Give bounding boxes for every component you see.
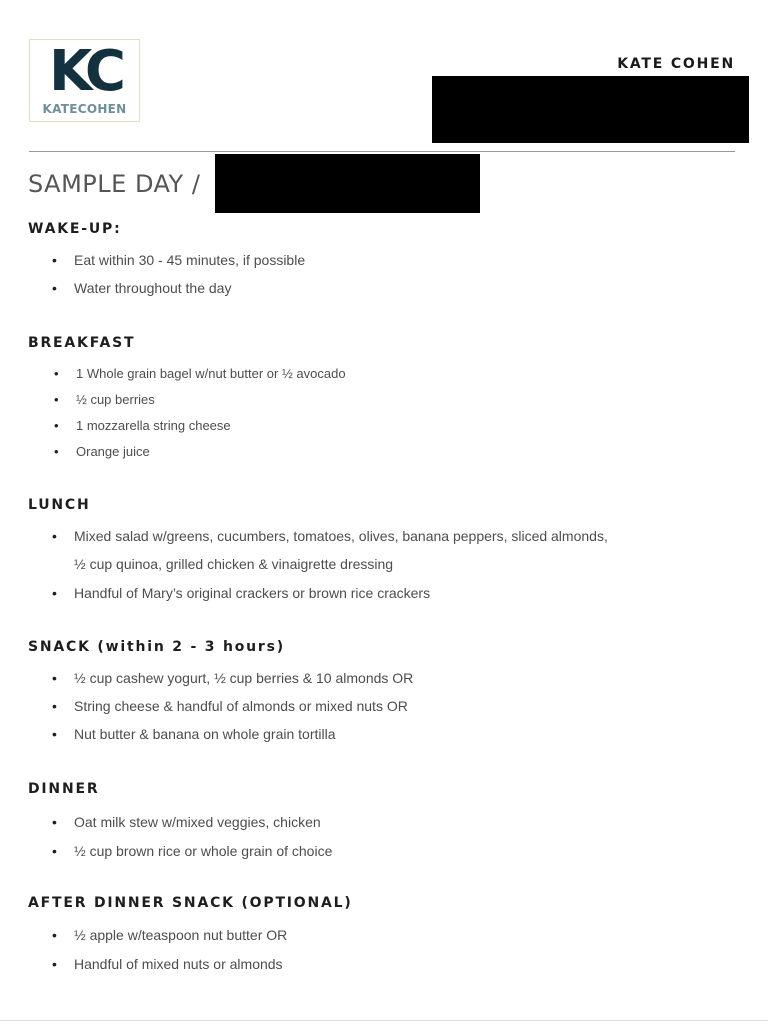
- bullet-icon: •: [54, 418, 59, 433]
- bullet-icon: •: [52, 585, 57, 601]
- list-item: [48, 444, 346, 470]
- page-title: SAMPLE DAY /: [28, 170, 201, 198]
- wake-up-list: [46, 252, 305, 308]
- lunch-list: [46, 528, 608, 613]
- redaction-block-title: [215, 154, 480, 213]
- list-item: [46, 528, 608, 556]
- section-heading-breakfast: BREAKFAST: [28, 335, 136, 351]
- list-item: [46, 698, 413, 726]
- list-item-text: ½ apple w/teaspoon nut butter OR: [74, 927, 288, 943]
- bullet-icon: •: [52, 528, 57, 544]
- list-item: [46, 280, 305, 308]
- list-item-text: ½ cup brown rice or whole grain of choice: [74, 843, 333, 859]
- list-item-text: Nut butter & banana on whole grain tortilla: [74, 726, 336, 742]
- list-item: [46, 843, 332, 872]
- list-item-text: 1 mozzarella string cheese: [76, 418, 231, 433]
- list-item-text: Handful of Mary’s original crackers or brown rice crackers: [74, 585, 431, 601]
- dinner-list: [46, 814, 332, 872]
- list-item: [48, 418, 346, 444]
- kate-cohen-logo: [29, 39, 140, 122]
- after-dinner-snack-list: [46, 927, 287, 985]
- section-heading-dinner: DINNER: [28, 781, 100, 797]
- list-item: [46, 956, 287, 985]
- snack-list: [46, 670, 413, 754]
- list-item: [46, 585, 608, 613]
- list-item: [46, 814, 332, 843]
- bullet-icon: •: [52, 726, 57, 742]
- list-item-text: 1 Whole grain bagel w/nut butter or ½ avocado: [76, 366, 346, 381]
- bullet-icon: •: [52, 843, 57, 859]
- logo-monogram: KC: [49, 39, 121, 104]
- list-item: [48, 366, 346, 392]
- list-item-text: Eat within 30 - 45 minutes, if possible: [74, 252, 306, 268]
- logo-wordmark: KATECOHEN: [42, 102, 127, 116]
- section-heading-snack: SNACK (within 2 - 3 hours): [28, 639, 285, 655]
- section-heading-wake-up: WAKE-UP:: [28, 221, 122, 237]
- list-item-text: Orange juice: [76, 444, 150, 459]
- section-heading-lunch: LUNCH: [28, 497, 91, 513]
- list-item-text: Water throughout the day: [74, 280, 232, 296]
- list-item: [46, 927, 287, 956]
- list-item-continuation: [46, 556, 608, 585]
- bullet-icon: •: [54, 444, 59, 459]
- bullet-icon: •: [54, 392, 59, 407]
- bullet-icon: •: [52, 670, 57, 686]
- list-item-text: Handful of mixed nuts or almonds: [74, 956, 283, 972]
- bullet-icon: •: [52, 252, 57, 268]
- list-item: [46, 670, 413, 698]
- list-item: [46, 252, 305, 280]
- list-item: [46, 726, 413, 754]
- list-item-text: Oat milk stew w/mixed veggies, chicken: [74, 814, 321, 830]
- bullet-icon: •: [52, 280, 57, 296]
- section-heading-after-dinner-snack: AFTER DINNER SNACK (OPTIONAL): [28, 895, 353, 911]
- list-item-text: ½ cup cashew yogurt, ½ cup berries & 10 almonds OR: [74, 670, 414, 686]
- bullet-icon: •: [54, 366, 59, 381]
- list-item-text: Mixed salad w/greens, cucumbers, tomatoes, olives, banana peppers, sliced almonds,: [74, 528, 608, 544]
- list-item-text: ½ cup quinoa, grilled chicken & vinaigrette dressing: [74, 556, 394, 572]
- list-item: [48, 392, 346, 418]
- bullet-icon: •: [52, 927, 57, 943]
- list-item-text: String cheese & handful of almonds or mixed nuts OR: [74, 698, 408, 714]
- bullet-icon: •: [52, 698, 57, 714]
- bullet-icon: •: [52, 956, 57, 972]
- header-divider: [29, 151, 735, 152]
- bullet-icon: •: [52, 814, 57, 830]
- author-name: KATE COHEN: [617, 56, 735, 72]
- breakfast-list: [48, 366, 346, 470]
- page-edge: [0, 1020, 768, 1021]
- list-item-text: ½ cup berries: [76, 392, 155, 407]
- redaction-block-header: [432, 76, 749, 143]
